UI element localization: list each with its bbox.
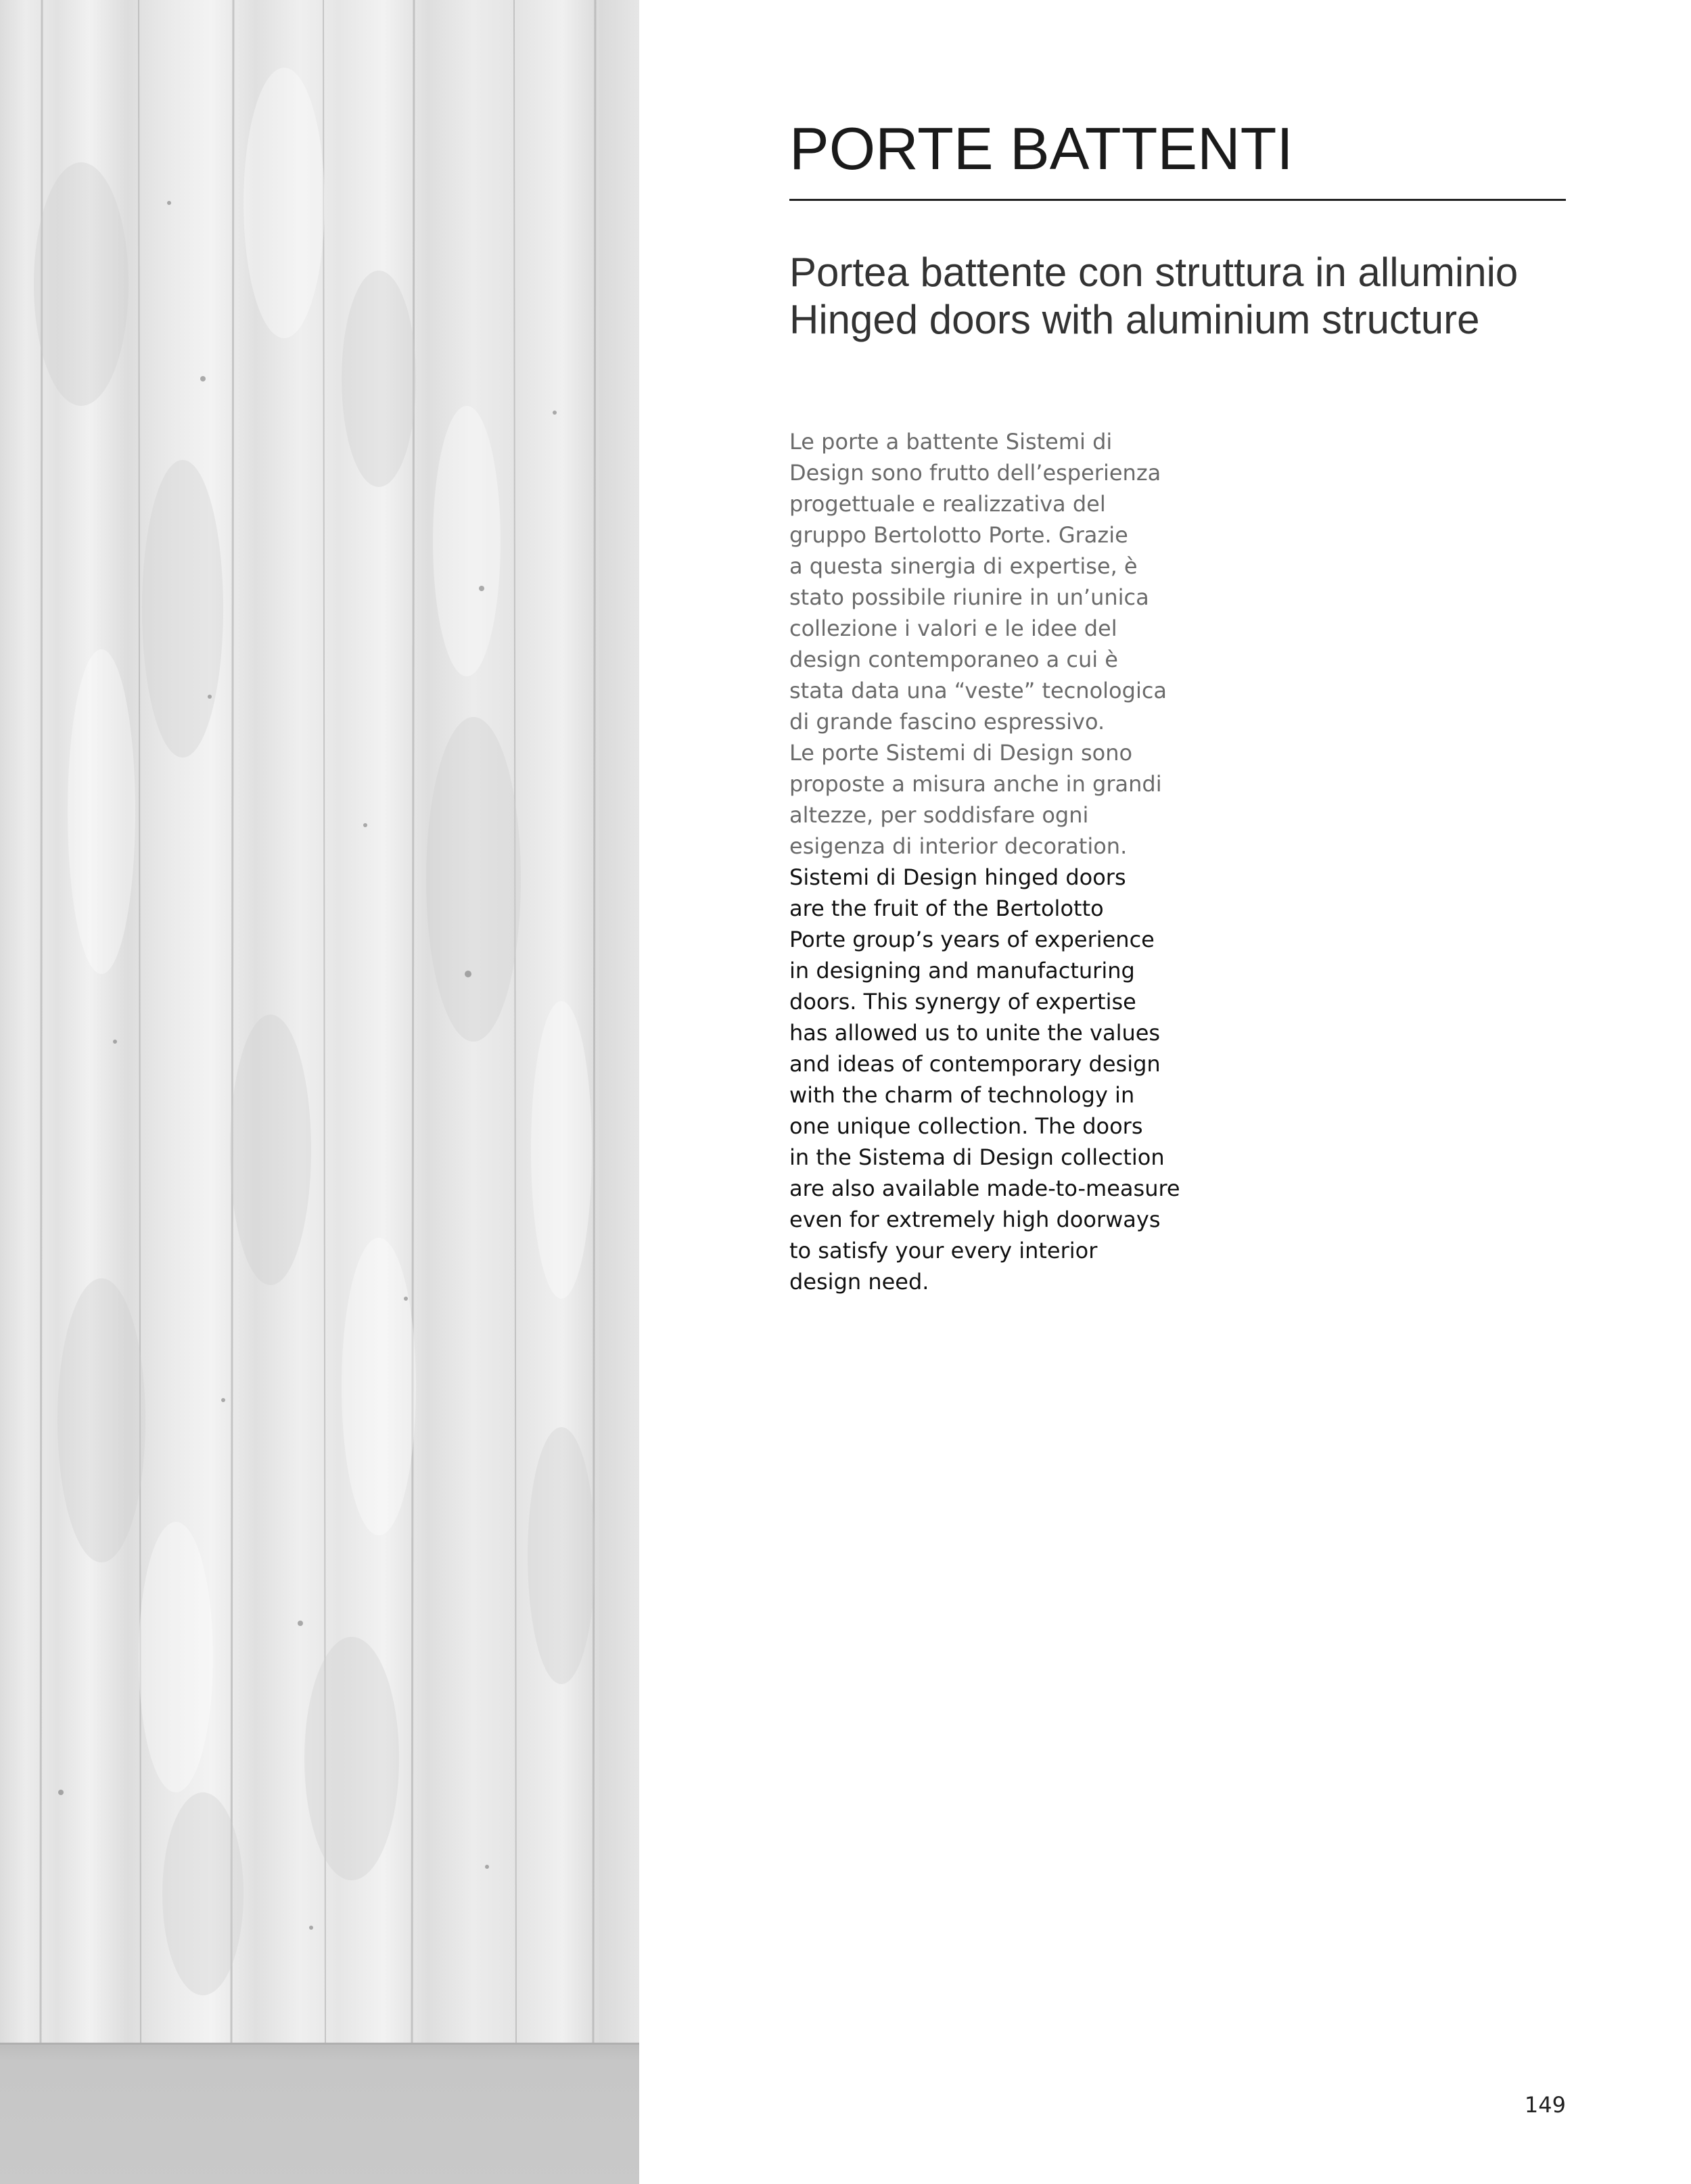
title-divider: [789, 199, 1566, 201]
english-line: in the Sistema di Design collection: [789, 1144, 1165, 1170]
italian-line: Design sono frutto dell’esperienza: [789, 460, 1161, 486]
italian-line: progettuale e realizzativa del: [789, 491, 1106, 517]
subtitle-italian: Portea battente con struttura in alluminio: [789, 250, 1519, 295]
english-line: even for extremely high doorways: [789, 1207, 1161, 1232]
page-title: PORTE BATTENTI: [789, 115, 1293, 182]
italian-line: design contemporaneo a cui è: [789, 647, 1118, 672]
english-line: with the charm of technology in: [789, 1082, 1135, 1108]
english-line: are also available made-to-measure: [789, 1176, 1180, 1201]
concrete-texture: [0, 0, 639, 2184]
concrete-wall-photo: [0, 0, 639, 2184]
english-paragraph: [789, 862, 1222, 1297]
english-line: one unique collection. The doors: [789, 1113, 1143, 1139]
italian-line: esigenza di interior decoration.: [789, 833, 1128, 859]
italian-line: di grande fascino espressivo.: [789, 709, 1105, 735]
english-line: and ideas of contemporary design: [789, 1051, 1161, 1077]
subtitle-english: Hinged doors with aluminium structure: [789, 297, 1480, 342]
italian-paragraph: [789, 426, 1222, 862]
concrete-floor: [0, 2043, 639, 2184]
english-line: has allowed us to unite the values: [789, 1020, 1161, 1046]
italian-line: proposte a misura anche in grandi: [789, 771, 1162, 797]
english-line: Porte group’s years of experience: [789, 927, 1155, 952]
italian-line: stato possibile riunire in un’unica: [789, 584, 1149, 610]
italian-line: altezze, per soddisfare ogni: [789, 802, 1089, 828]
english-line: in designing and manufacturing: [789, 958, 1135, 983]
english-line: Sistemi di Design hinged doors: [789, 864, 1126, 890]
italian-line: gruppo Bertolotto Porte. Grazie: [789, 522, 1128, 548]
english-line: doors. This synergy of expertise: [789, 989, 1136, 1015]
italian-line: collezione i valori e le idee del: [789, 615, 1117, 641]
italian-line: Le porte a battente Sistemi di: [789, 429, 1113, 455]
subtitle: [789, 249, 1518, 344]
italian-line: Le porte Sistemi di Design sono: [789, 740, 1133, 766]
italian-line: stata data una “veste” tecnologica: [789, 678, 1167, 703]
english-line: to satisfy your every interior: [789, 1238, 1098, 1263]
english-line: design need.: [789, 1269, 929, 1295]
english-line: are the fruit of the Bertolotto: [789, 896, 1104, 921]
italian-line: a questa sinergia di expertise, è: [789, 553, 1138, 579]
body-text: [789, 426, 1222, 1297]
page-number: 149: [1524, 2092, 1566, 2118]
